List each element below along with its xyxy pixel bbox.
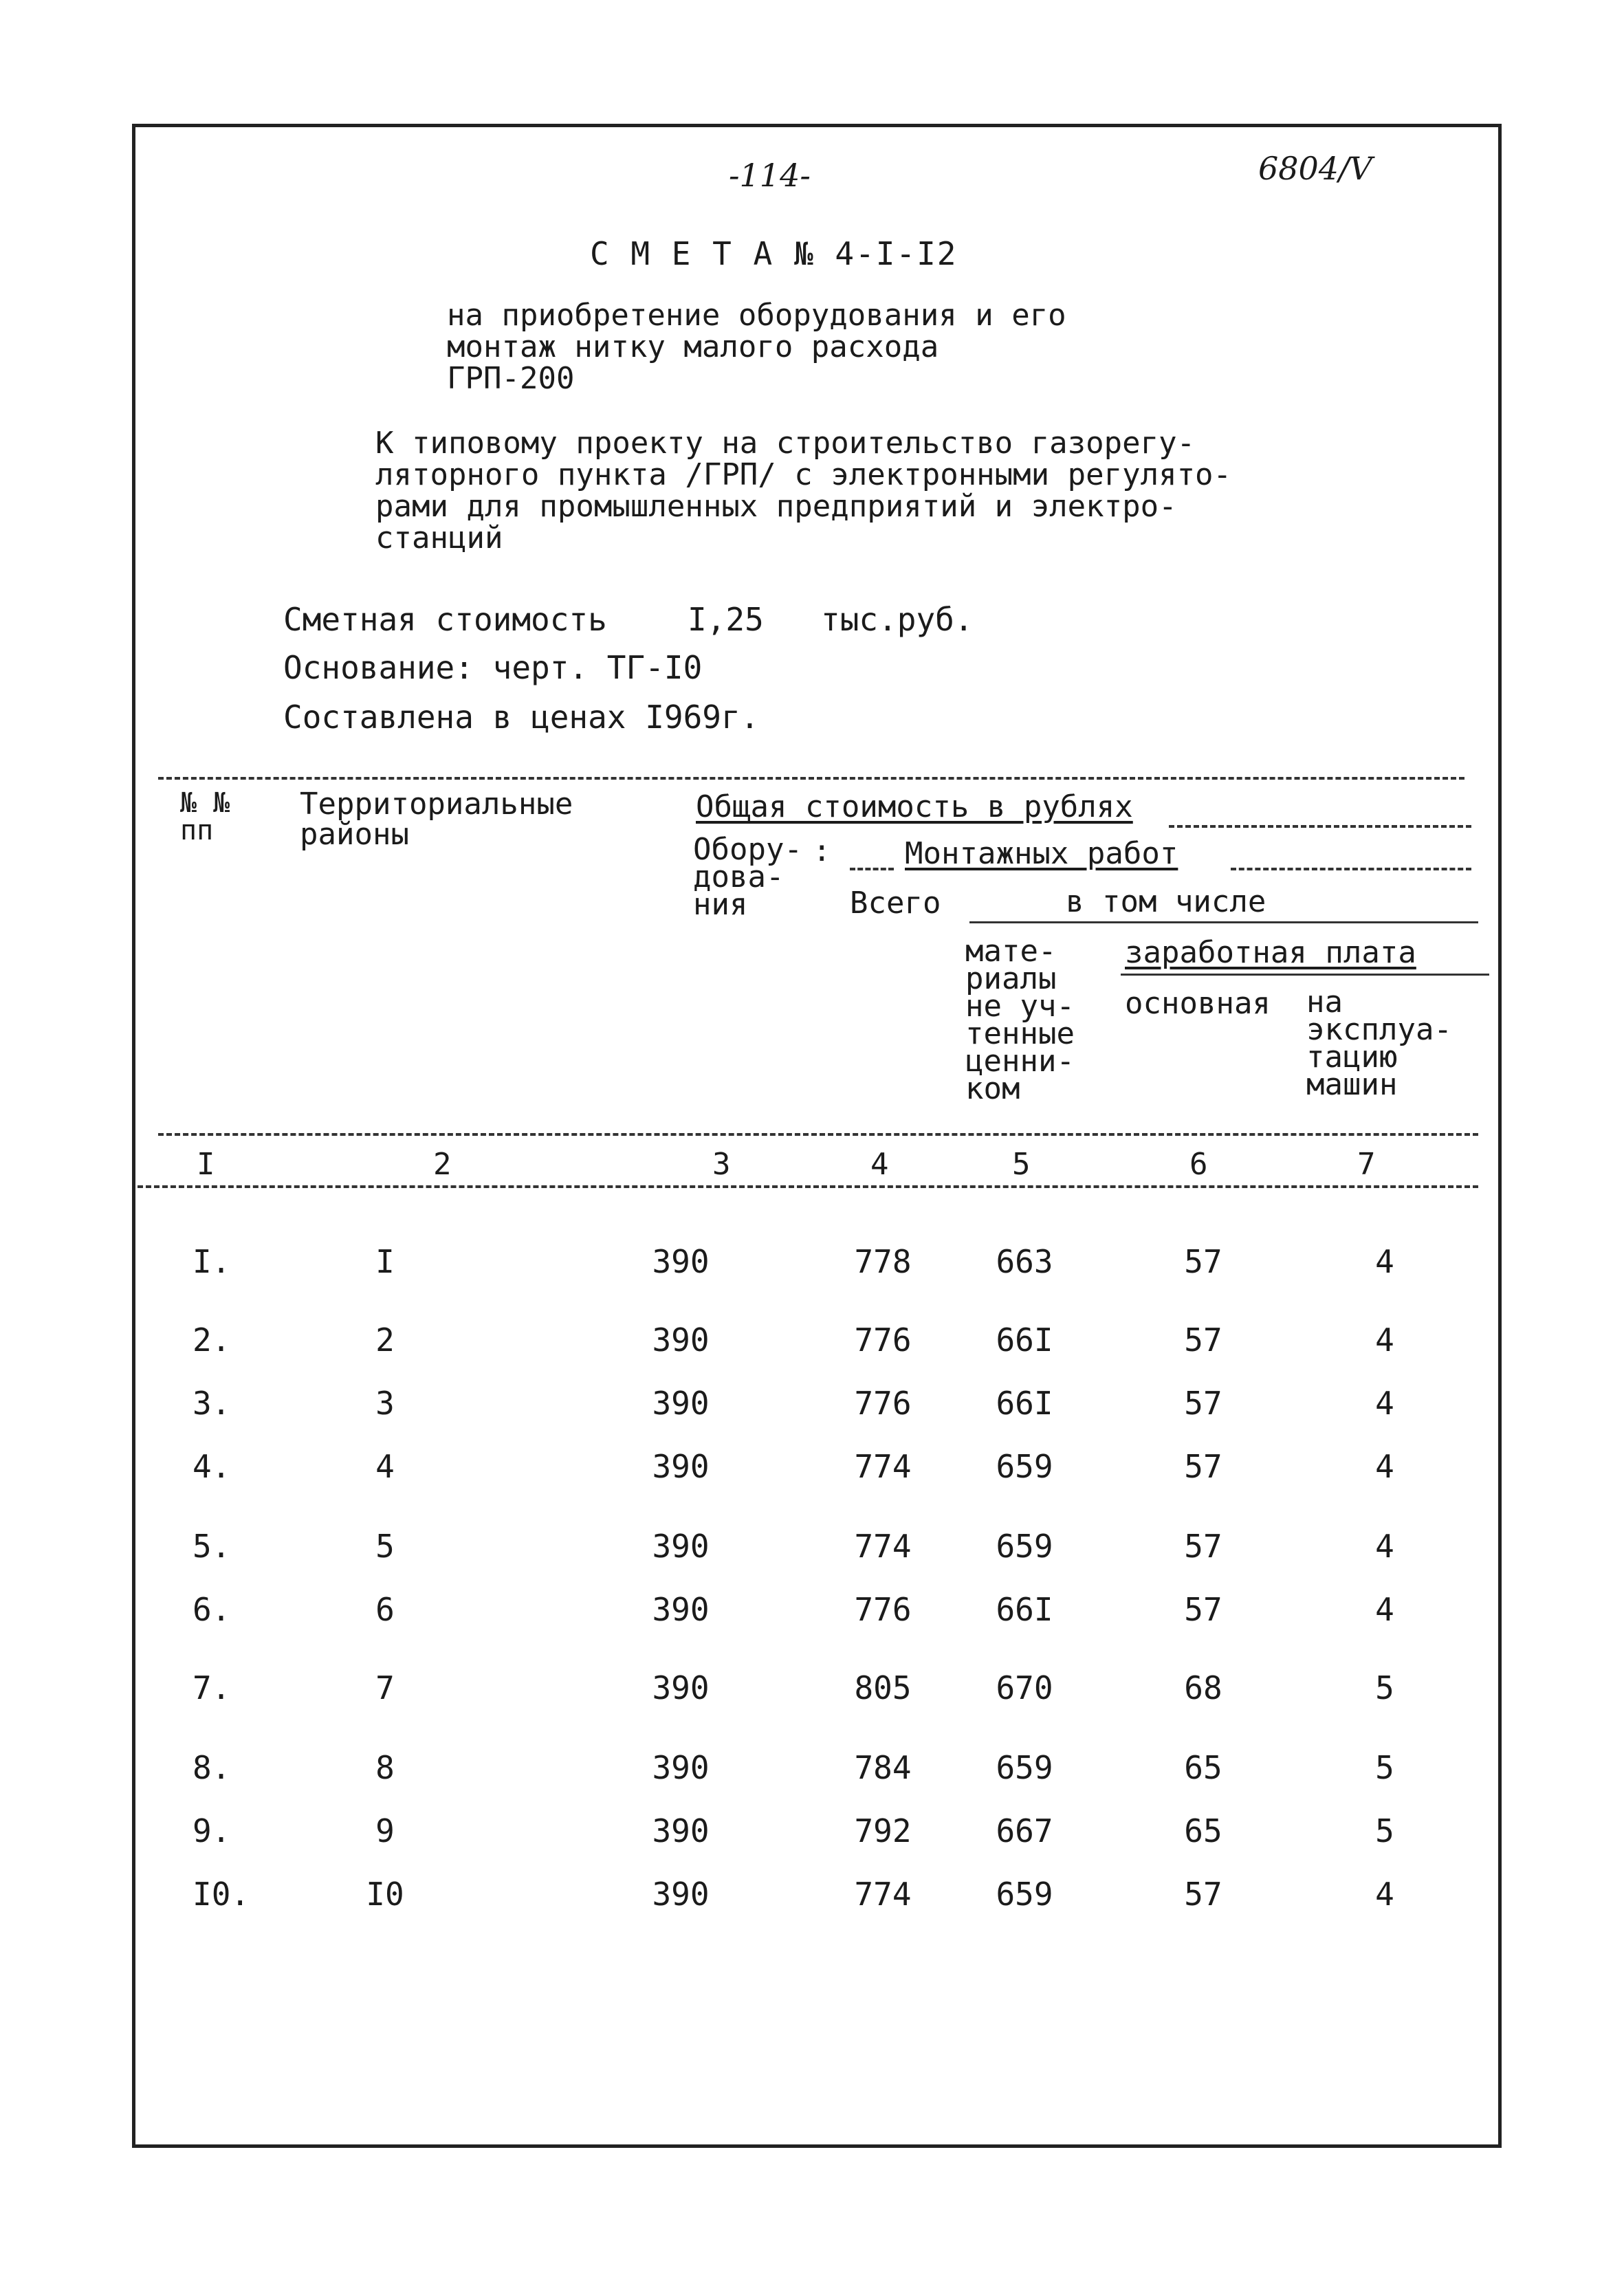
row-number: 4.: [193, 1448, 231, 1485]
project-description: К типовому проекту на строительство газорегу- ляторного пункта /ГРП/ с электронными регулято- рами для промышленных предприятий и электро- станций: [375, 426, 1232, 556]
row-total: 776: [854, 1385, 912, 1422]
row-region: 3: [375, 1385, 395, 1422]
row-total: 774: [854, 1528, 912, 1565]
row-region: 8: [375, 1749, 395, 1786]
row-salary-machines: 5: [1375, 1669, 1394, 1706]
row-number: 9.: [193, 1812, 231, 1849]
row-region: 9: [375, 1812, 395, 1849]
row-salary-basic: 57: [1184, 1321, 1222, 1359]
col-number-7: 7: [1357, 1147, 1376, 1182]
prices-line: Составлена в ценах I969г.: [283, 699, 760, 736]
installation-fill: [1231, 868, 1471, 870]
row-salary-basic: 57: [1184, 1385, 1222, 1422]
header-basic: основная: [1125, 986, 1271, 1021]
header-materials: мате- риалы не уч- тенные ценни- ком: [965, 934, 1075, 1106]
col-number-rule: [138, 1185, 1478, 1188]
row-total: 778: [854, 1243, 912, 1280]
estimate-title: С М Е Т А № 4-I-I2: [590, 235, 958, 272]
header-total-cost: Общая стоимость в рублях: [696, 789, 1133, 824]
header-bottom-rule: [158, 1133, 1478, 1136]
row-equipment: 390: [652, 1385, 710, 1422]
page-number: -114-: [729, 157, 811, 194]
col-number-1: I: [197, 1147, 215, 1182]
basis-line: Основание: черт. ТГ-I0: [283, 649, 703, 686]
row-materials: 670: [996, 1669, 1053, 1706]
row-salary-basic: 57: [1184, 1243, 1222, 1280]
row-region: 7: [375, 1669, 395, 1706]
header-num: № № пп: [180, 787, 230, 846]
row-materials: 66I: [996, 1591, 1053, 1628]
row-salary-machines: 4: [1375, 1528, 1394, 1565]
row-total: 776: [854, 1321, 912, 1359]
row-materials: 663: [996, 1243, 1053, 1280]
including-rule: [969, 921, 1478, 923]
row-region: 6: [375, 1591, 395, 1628]
row-equipment: 390: [652, 1591, 710, 1628]
row-salary-basic: 57: [1184, 1448, 1222, 1485]
row-number: 7.: [193, 1669, 231, 1706]
row-salary-machines: 4: [1375, 1243, 1394, 1280]
header-regions: Территориальные районы: [300, 787, 573, 852]
row-equipment: 390: [652, 1876, 710, 1913]
row-region: 4: [375, 1448, 395, 1485]
cost-unit: тыс.руб.: [821, 601, 974, 638]
row-number: 2.: [193, 1321, 231, 1359]
row-total: 774: [854, 1448, 912, 1485]
row-salary-machines: 4: [1375, 1321, 1394, 1359]
row-salary-machines: 4: [1375, 1591, 1394, 1628]
header-all: Всего: [850, 886, 941, 921]
col-number-3: 3: [712, 1147, 731, 1182]
row-region: I: [375, 1243, 395, 1280]
cost-label: Сметная стоимость: [283, 601, 607, 638]
header-equipment: Обору- дова- ния: [693, 832, 802, 922]
installation-lead: [850, 868, 894, 870]
row-equipment: 390: [652, 1321, 710, 1359]
col-number-5: 5: [1012, 1147, 1031, 1182]
col-number-2: 2: [433, 1147, 452, 1182]
row-equipment: 390: [652, 1812, 710, 1849]
row-salary-machines: 4: [1375, 1448, 1394, 1485]
row-salary-basic: 68: [1184, 1669, 1222, 1706]
estimate-subtitle: на приобретение оборудования и его монтаж нитку малого расхода ГРП-200: [447, 298, 1066, 396]
archive-stamp: 6804/V: [1258, 150, 1372, 187]
row-salary-machines: 4: [1375, 1876, 1394, 1913]
cost-value: I,25: [688, 601, 764, 638]
row-materials: 659: [996, 1749, 1053, 1786]
row-region: 5: [375, 1528, 395, 1565]
row-equipment: 390: [652, 1669, 710, 1706]
row-number: 3.: [193, 1385, 231, 1422]
row-total: 805: [854, 1669, 912, 1706]
total-cost-fill: [1169, 825, 1471, 828]
row-number: I0.: [193, 1876, 250, 1913]
col-number-4: 4: [870, 1147, 889, 1182]
header-machines: на эксплуа- тацию машин: [1306, 985, 1452, 1102]
row-salary-basic: 57: [1184, 1591, 1222, 1628]
row-total: 784: [854, 1749, 912, 1786]
row-materials: 66I: [996, 1321, 1053, 1359]
row-total: 776: [854, 1591, 912, 1628]
row-salary-machines: 5: [1375, 1812, 1394, 1849]
header-including: в том числе: [1066, 884, 1266, 919]
row-number: 8.: [193, 1749, 231, 1786]
row-equipment: 390: [652, 1448, 710, 1485]
row-number: 5.: [193, 1528, 231, 1565]
row-materials: 659: [996, 1448, 1053, 1485]
col-number-6: 6: [1189, 1147, 1208, 1182]
row-salary-basic: 65: [1184, 1812, 1222, 1849]
row-materials: 659: [996, 1528, 1053, 1565]
header-installation: Монтажных работ: [905, 836, 1178, 871]
row-salary-basic: 65: [1184, 1749, 1222, 1786]
row-salary-machines: 4: [1375, 1385, 1394, 1422]
row-salary-basic: 57: [1184, 1876, 1222, 1913]
header-equipment-colon: :: [813, 833, 831, 868]
row-salary-machines: 5: [1375, 1749, 1394, 1786]
row-total: 774: [854, 1876, 912, 1913]
row-equipment: 390: [652, 1749, 710, 1786]
row-materials: 659: [996, 1876, 1053, 1913]
row-number: 6.: [193, 1591, 231, 1628]
salary-rule: [1121, 974, 1489, 976]
row-region: I0: [366, 1876, 404, 1913]
row-materials: 667: [996, 1812, 1053, 1849]
row-equipment: 390: [652, 1528, 710, 1565]
row-total: 792: [854, 1812, 912, 1849]
row-region: 2: [375, 1321, 395, 1359]
row-number: I.: [193, 1243, 231, 1280]
row-materials: 66I: [996, 1385, 1053, 1422]
header-salary: заработная плата: [1125, 935, 1416, 970]
row-salary-basic: 57: [1184, 1528, 1222, 1565]
row-equipment: 390: [652, 1243, 710, 1280]
header-top-rule: [158, 777, 1464, 780]
